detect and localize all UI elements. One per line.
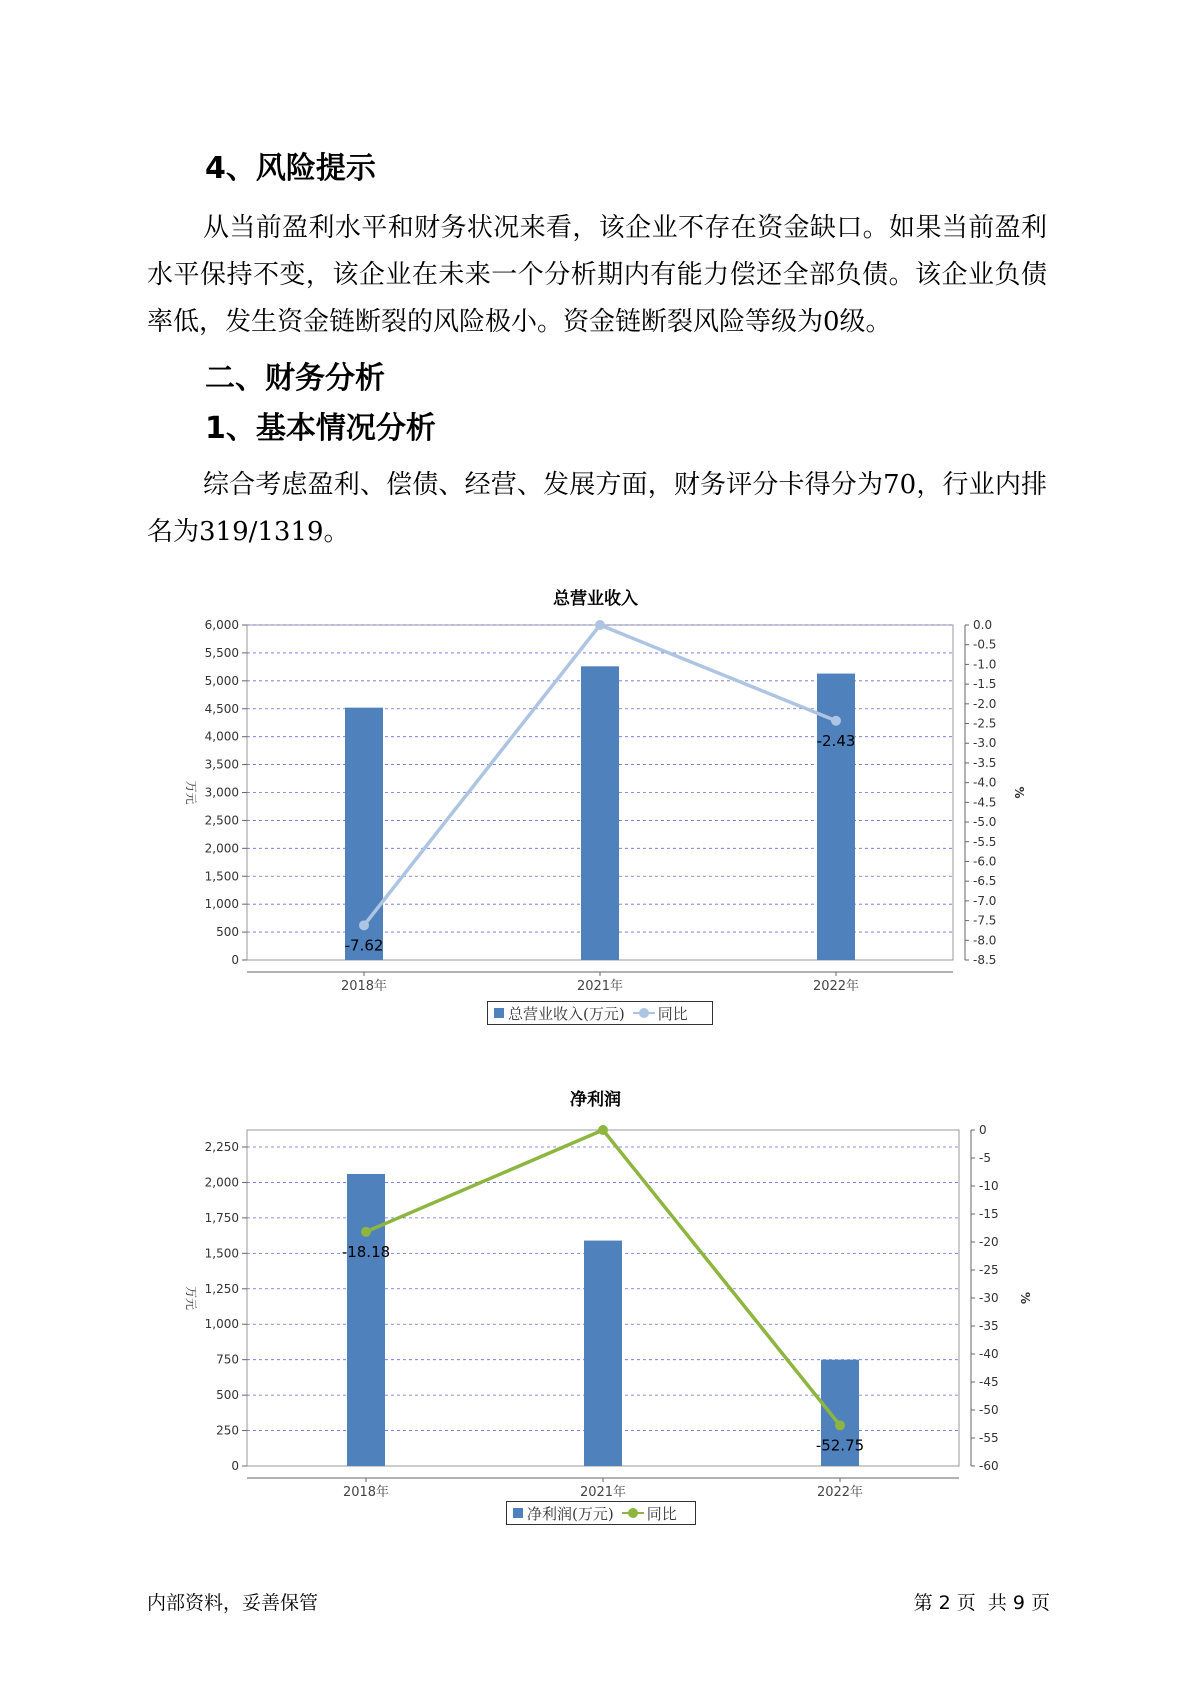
y-tick-label: 1,000 [204, 897, 239, 912]
risk-heading: 4、风险提示 [205, 151, 376, 186]
y-tick-label: 5,000 [204, 673, 239, 688]
revenue-chart-title: 总营业收入 [553, 589, 638, 609]
line-legend-marker [633, 1008, 655, 1018]
x-tick-label: 2022年 [812, 979, 860, 994]
y-tick-label: 6,000 [204, 618, 239, 632]
y-tick-label: 2,000 [204, 1175, 239, 1190]
y-tick-label: 4,000 [204, 729, 239, 744]
revenue-chart-legend [487, 1001, 713, 1025]
basic-heading: 1、基本情况分析 [205, 411, 436, 446]
y2-tick-label: -25 [979, 1263, 999, 1277]
bar-legend-swatch [494, 1008, 504, 1018]
y-tick-label: 1,500 [204, 869, 239, 884]
y-axis-title: 万元 [184, 780, 198, 805]
yoy-point [361, 1227, 371, 1237]
y-tick-label: 1,500 [204, 1246, 239, 1261]
revenue-chart [0, 600, 1191, 1010]
y2-tick-label: 0 [979, 1123, 987, 1137]
y-tick-label: 2,000 [204, 841, 239, 856]
y-tick-label: 500 [216, 1388, 239, 1403]
y-tick-label: 500 [216, 925, 239, 940]
y2-tick-label: -5 [979, 1151, 991, 1165]
y2-axis-title: % [1012, 786, 1026, 799]
y2-tick-label: -5.5 [973, 834, 997, 849]
yoy-point [359, 920, 369, 930]
x-tick-label: 2018年 [340, 979, 388, 994]
profit-chart-title: 净利润 [570, 1090, 621, 1110]
yoy-point [598, 1125, 608, 1135]
y2-tick-label: -6.0 [973, 854, 997, 869]
y2-tick-label: -40 [979, 1347, 999, 1361]
y2-tick-label: -60 [979, 1459, 999, 1473]
yoy-data-label: -7.62 [344, 936, 384, 955]
bar [584, 1241, 622, 1466]
y-tick-label: 5,500 [204, 645, 239, 660]
x-tick-label: 2022年 [816, 1485, 864, 1500]
revenue-legend-bar-label: 总营业收入(万元) [508, 1004, 625, 1023]
y2-tick-label: -15 [979, 1207, 999, 1221]
y2-tick-label: -4.5 [973, 795, 997, 810]
y2-tick-label: -5.0 [973, 815, 997, 830]
y2-tick-label: -6.5 [973, 874, 997, 889]
footer-page-number: 第 2 页 共 9 页 [913, 1592, 1050, 1614]
y2-tick-label: -45 [979, 1375, 999, 1389]
y2-tick-label: -35 [979, 1319, 999, 1333]
y2-tick-label: -55 [979, 1431, 999, 1445]
y2-axis-title: % [1018, 1291, 1032, 1305]
bar [347, 1174, 385, 1466]
y2-tick-label: 0.0 [973, 618, 993, 632]
y2-tick-label: -2.5 [973, 716, 997, 731]
yoy-data-label: -52.75 [815, 1436, 865, 1455]
y-tick-label: 1,000 [204, 1317, 239, 1332]
yoy-point [831, 716, 841, 726]
yoy-data-label: -2.43 [816, 731, 856, 750]
y2-tick-label: -1.0 [973, 657, 997, 672]
y2-tick-label: -4.0 [973, 775, 997, 790]
finance-heading: 二、财务分析 [205, 361, 385, 396]
y-tick-label: 4,500 [204, 701, 239, 716]
y2-tick-label: -8.5 [973, 953, 997, 967]
yoy-point [835, 1420, 845, 1430]
y2-tick-label: -1.5 [973, 677, 997, 692]
footer-left: 内部资料，妥善保管 [147, 1592, 319, 1614]
y2-tick-label: -30 [979, 1291, 999, 1305]
y-tick-label: 2,250 [204, 1140, 239, 1155]
y-tick-label: 2,500 [204, 813, 239, 828]
y2-tick-label: -3.5 [973, 755, 997, 770]
y2-tick-label: -2.0 [973, 696, 997, 711]
bar [581, 666, 619, 960]
y2-tick-label: -10 [979, 1179, 999, 1193]
y2-tick-label: -7.5 [973, 913, 997, 928]
risk-paragraph: 从当前盈利水平和财务状况来看，该企业不存在资金缺口。如果当前盈利水平保持不变，该企业在未来一个分析期内有能力偿还全部负债。该企业负债率低，发生资金链断裂的风险极小。资金链断裂风险等级为0级。 [147, 213, 1047, 337]
y2-tick-label: -50 [979, 1403, 999, 1417]
profit-chart [0, 1100, 1191, 1510]
bar-legend-swatch [513, 1508, 523, 1518]
yoy-point [595, 620, 605, 630]
y-tick-label: 1,250 [204, 1281, 239, 1296]
x-tick-label: 2021年 [579, 1485, 627, 1500]
y-tick-label: 1,750 [204, 1210, 239, 1225]
y-tick-label: 250 [216, 1423, 239, 1438]
revenue-legend-line-label: 同比 [657, 1004, 688, 1023]
y2-tick-label: -0.5 [973, 637, 997, 652]
y-tick-label: 0 [231, 1459, 239, 1473]
y2-tick-label: -20 [979, 1235, 999, 1249]
y-tick-label: 0 [231, 953, 239, 967]
line-legend-marker [622, 1508, 644, 1518]
x-tick-label: 2018年 [342, 1485, 390, 1500]
y2-tick-label: -7.0 [973, 893, 997, 908]
y-axis-title: 万元 [184, 1285, 198, 1311]
profit-legend-line-label: 同比 [646, 1504, 677, 1523]
y2-tick-label: -8.0 [973, 933, 997, 948]
y-tick-label: 3,500 [204, 757, 239, 772]
y-tick-label: 3,000 [204, 785, 239, 800]
basic-paragraph: 综合考虑盈利、偿债、经营、发展方面，财务评分卡得分为70，行业内排名为319/1319。 [147, 470, 1047, 547]
profit-chart-legend [506, 1501, 696, 1525]
profit-legend-bar-label: 净利润(万元) [527, 1504, 614, 1523]
y-tick-label: 750 [216, 1352, 239, 1367]
x-tick-label: 2021年 [576, 979, 624, 994]
yoy-data-label: -18.18 [341, 1242, 391, 1261]
y2-tick-label: -3.0 [973, 736, 997, 751]
